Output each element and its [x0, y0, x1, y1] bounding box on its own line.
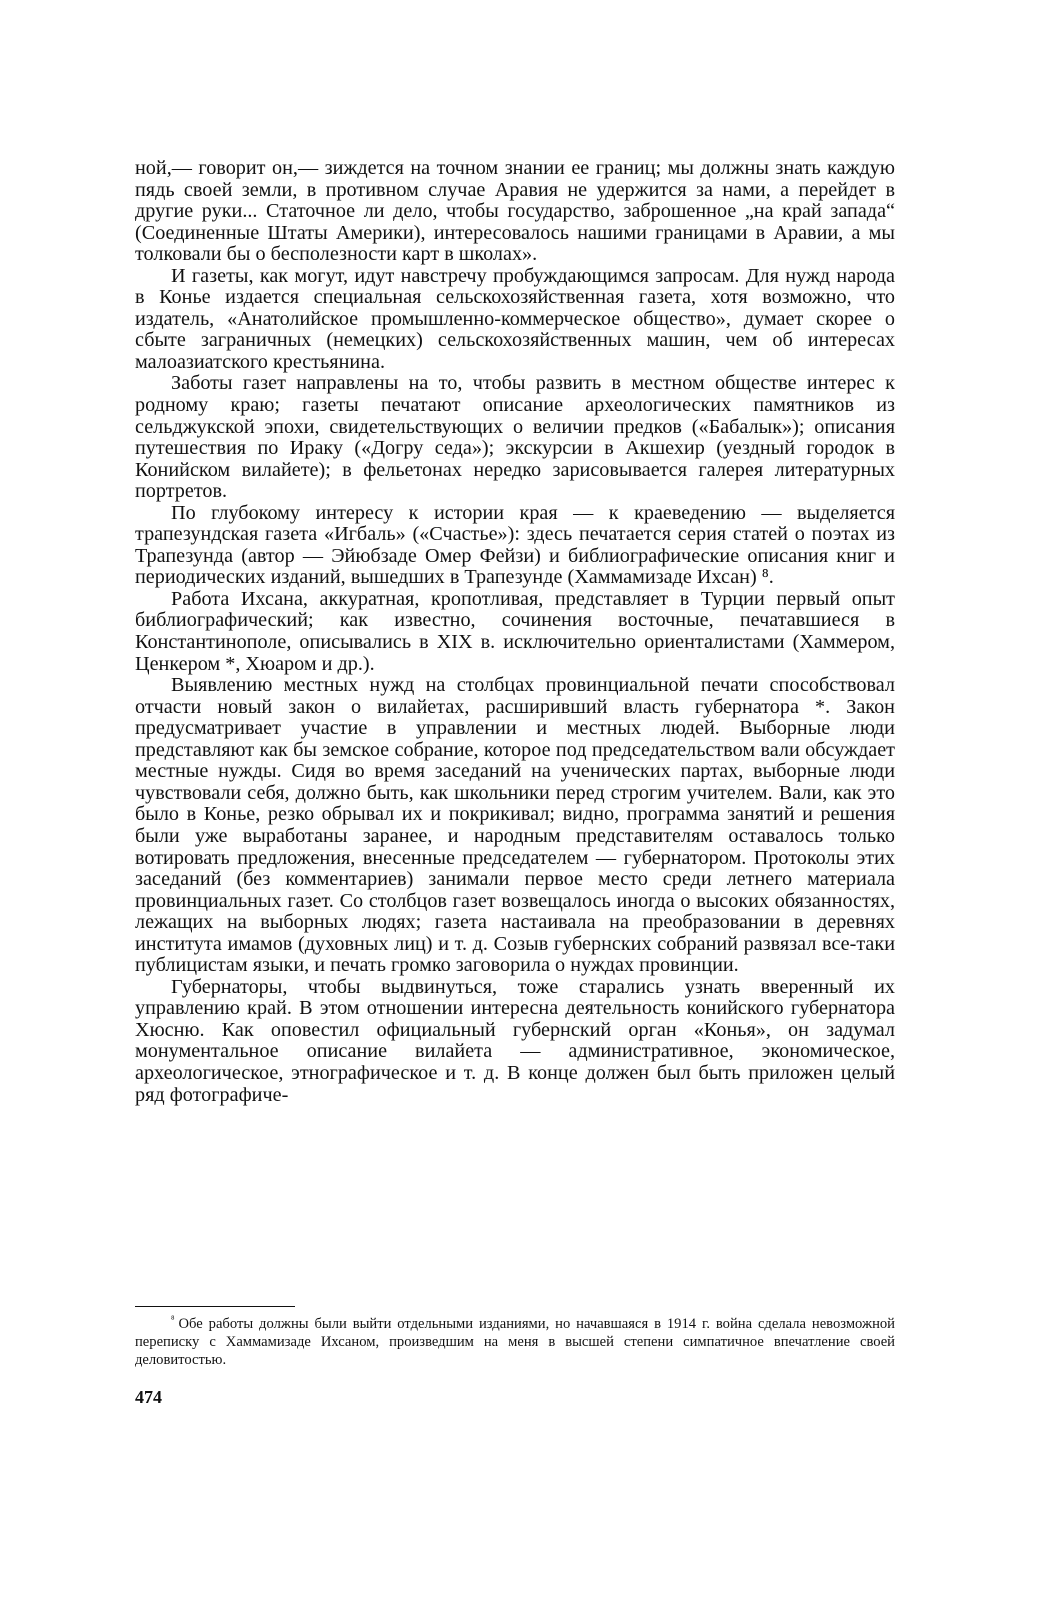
- footnote-text: Обе работы должны были выйти отдельными изданиями, но начавшаяся в 1914 г. война сделала невозможной переписку с Хаммамизаде Ихсаном, произведшим на меня в высшей степени симпатичное впечатление своей деловитостью.: [135, 1316, 895, 1368]
- footnote-divider: [135, 1306, 295, 1307]
- footnote-mark: ⁸: [171, 1314, 175, 1326]
- paragraph-1: ной,— говорит он,— зиждется на точном знании ее границ; мы должны знать каждую пядь своей земли, в противном случае Аравия не удержится за нами, а перейдет в другие руки... Статочное ли дело, чтобы государство, заброшенное „на край запада“ (Соединенные Штаты Америки), интересовалось нашими границами в Аравии, а мы толковали бы о бесполезности карт в школах».: [135, 157, 895, 266]
- footnotes: [135, 1315, 895, 1369]
- paragraph-4: По глубокому интересу к истории края — к краеведению — выделяется трапезундская газета «Игбаль» («Счастье»): здесь печатается серия статей о поэтах из Трапезунда (автор — Эйюбзаде Омер Фейзи) и библиографические описания книг и периодических изданий, вышедших в Трапезунде (Хаммамизаде Ихсан) ⁸.: [135, 501, 895, 589]
- paragraph-2: И газеты, как могут, идут навстречу пробуждающимся запросам. Для нужд народа в Конье издается специальная сельскохозяйственная газета, хотя возможно, что издатель, «Анатолийское промышленно-коммерческое общество», думает скорее о сбыте заграничных (немецких) сельскохозяйственных машин, чем об интересах малоазиатского крестьянина.: [135, 264, 895, 373]
- page-number: 474: [135, 1387, 162, 1407]
- paragraph-3: Заботы газет направлены на то, чтобы развить в местном обществе интерес к родному краю; газеты печатают описание археологических памятников из сельджукской эпохи, свидетельствующих о величии предков («Бабалык»); описания путешествия по Ираку («Догру седа»); экскурсии в Акшехир (уездный городок в Конийском вилайете); в фельетонах нередко зарисовывается галерея литературных портретов.: [135, 372, 895, 503]
- paragraph-7: Губернаторы, чтобы выдвинуться, тоже старались узнать вверенный их управлению край. В этом отношении интересна деятельность конийского губернатора Хюсню. Как оповестил официальный губернский орган «Конья», он задумал монументальное описание вилайета — административное, экономическое, археологическое, этнографическое и т. д. В конце должен был быть приложен целый ряд фотографиче-: [135, 975, 895, 1106]
- footnote-8: [135, 1315, 895, 1369]
- paragraph-6: Выявлению местных нужд на столбцах провинциальной печати способствовал отчасти новый закон о вилайетах, расширивший власть губернатора *. Закон предусматривает участие в управлении и местных людей. Выборные люди представляют как бы земское собрание, которое под председательством вали обсуждает местные нужды. Сидя во время заседаний на ученических партах, выборные люди чувствовали себя, должно быть, как школьники перед строгим учителем. Вали, как это было в Конье, резко обрывал их и покрикивал; видно, программа занятий и решения были уже выработаны заранее, и народным представителям оставалось только вотировать предложения, внесенные председателем — губернатором. Протоколы этих заседаний (без комментариев) занимали первое место среди летнего материала провинциальных газет. Со столбцов газет возвещалось иногда о высоких обязанностях, лежащих на выборных людях; газета настаивала на преобразовании в деревнях института имамов (духовных лиц) и т. д. Созыв губернских собраний развязал все-таки публицистам языки, и печать громко заговорила о нуждах провинции.: [135, 674, 895, 977]
- main-text: [135, 158, 895, 1106]
- paragraph-5: Работа Ихсана, аккуратная, кропотливая, представляет в Турции первый опыт библиографический; как известно, сочинения восточные, печатавшиеся в Константинополе, описывались в XIX в. исключительно ориенталистами (Хаммером, Ценкером *, Хюаром и др.).: [135, 587, 895, 675]
